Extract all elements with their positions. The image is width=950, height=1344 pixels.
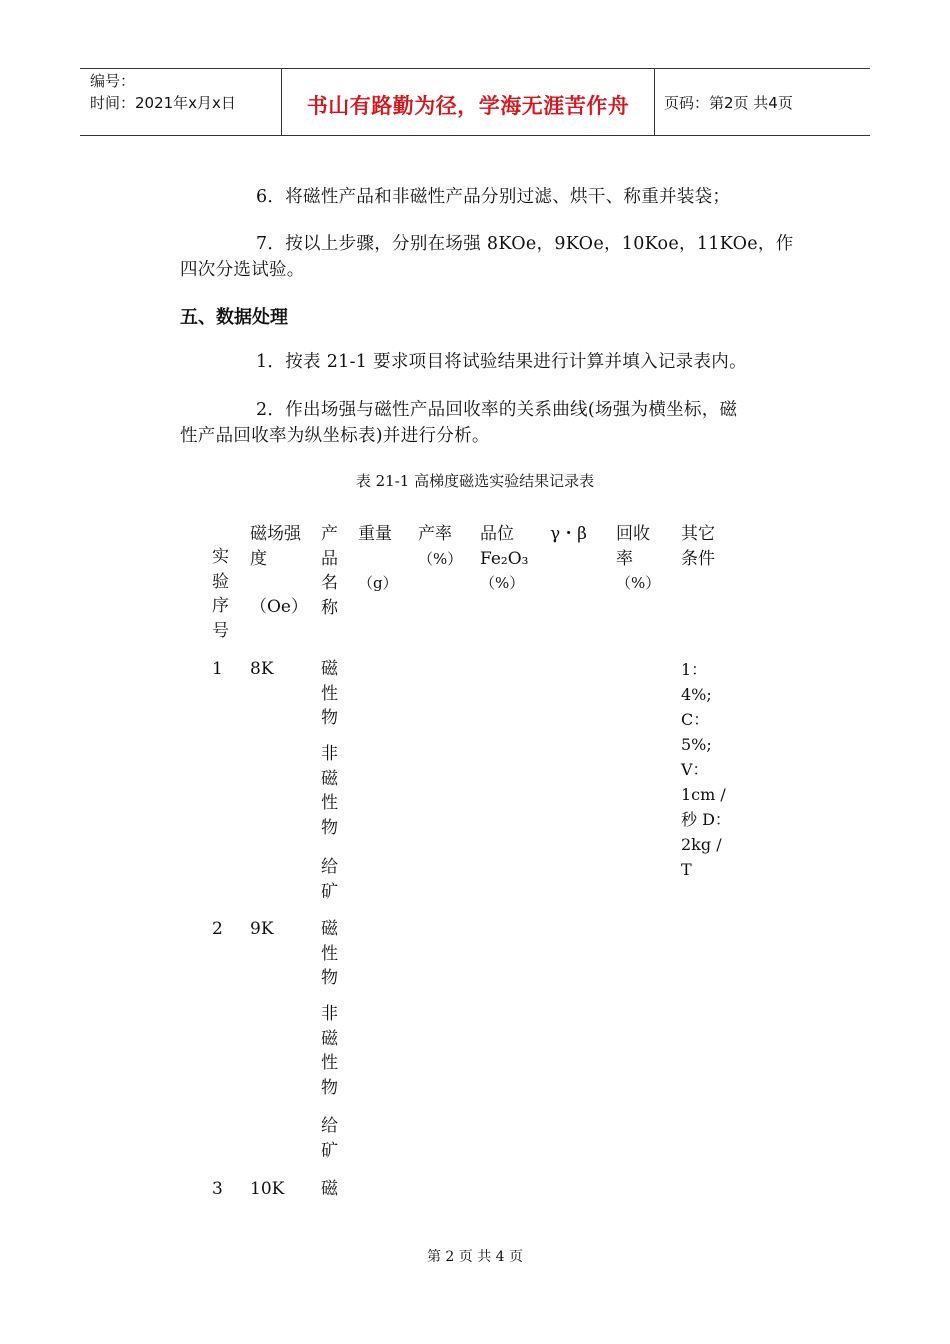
row-2-feed-char: 矿: [321, 1140, 338, 1161]
section-heading: 五、数据处理: [180, 307, 288, 328]
header-grade-formula: Fe₂O₃: [480, 548, 529, 569]
row-1-feed-char: 矿: [321, 881, 338, 902]
header-meta: [90, 70, 236, 114]
row-3-magnetic-char: 磁: [321, 1179, 338, 1199]
item-2-line-2: 性产品回收率为纵坐标表)并进行分析。: [180, 426, 490, 446]
header-yield-unit: （%）: [418, 549, 463, 568]
row-1-nonmagnetic: [321, 742, 338, 840]
document-number: 编号：: [90, 72, 136, 90]
header-other-line2: 条件: [681, 548, 715, 569]
row-2-feed: [321, 1114, 338, 1163]
row-3-magnetic: [321, 1177, 338, 1202]
row-1-seq: 1: [212, 659, 223, 679]
header-field-strength: [250, 522, 308, 620]
row-1-magnetic: [321, 657, 338, 731]
header-field-unit: （Oe）: [250, 597, 308, 617]
page-footer: 第 2 页 共 4 页: [426, 1249, 524, 1265]
header-weight-label: 重量: [358, 524, 392, 544]
row-1-nonmagnetic-char: 性: [321, 793, 338, 813]
header-other: [681, 522, 715, 571]
header-recovery-line1: 回收: [616, 524, 650, 544]
condition-line: C：: [681, 710, 710, 729]
header-seq: [212, 545, 229, 643]
header-grade-label: 品位: [480, 524, 514, 544]
condition-line: V：: [681, 760, 709, 779]
header-product-char: 称: [321, 597, 338, 618]
row-2-feed-char: 给: [321, 1116, 338, 1136]
condition-line: 5%;: [681, 735, 712, 754]
row-1-feed-char: 给: [321, 857, 338, 877]
condition-line: 秒 D：: [681, 810, 731, 829]
row-2-magnetic-char: 性: [321, 943, 338, 964]
row-1-field: 8K: [250, 659, 274, 679]
condition-line: 1cm /: [681, 785, 726, 804]
header-product-char: 产: [321, 524, 338, 544]
header-seq-char: 验: [212, 571, 229, 592]
row-1-feed: [321, 855, 338, 904]
step-6: 6．将磁性产品和非磁性产品分别过滤、烘干、称重并装袋；: [256, 187, 731, 207]
header-top-rule: [80, 68, 870, 69]
row-2-seq: 2: [212, 919, 223, 939]
row-1-nonmagnetic-char: 非: [321, 744, 338, 764]
header-recovery-line2: 率: [616, 548, 633, 569]
row-1-magnetic-char: 性: [321, 683, 338, 704]
row-1-magnetic-char: 磁: [321, 659, 338, 679]
item-1: 1．按表 21-1 要求项目将试验结果进行计算并填入记录表内。: [256, 352, 747, 372]
row-2-nonmagnetic-char: 磁: [321, 1028, 338, 1049]
header-motto: 书山有路勤为径，学海无涯苦作舟: [306, 94, 630, 118]
header-field-line1: 磁场强: [250, 524, 301, 544]
row-2-magnetic-char: 磁: [321, 919, 338, 939]
row-3-seq: 3: [212, 1179, 223, 1199]
row-2-nonmagnetic-char: 性: [321, 1053, 338, 1073]
row-1-magnetic-char: 物: [321, 708, 338, 728]
item-2-line-1: 2．作出场强与磁性产品回收率的关系曲线(场强为横坐标，磁: [256, 400, 738, 420]
header-yield-label: 产率: [418, 524, 452, 544]
row-1-nonmagnetic-char: 物: [321, 817, 338, 838]
header-product-char: 品: [321, 548, 338, 569]
row-2-nonmagnetic-char: 物: [321, 1077, 338, 1098]
step-7-line-1: 7．按以上步骤，分别在场强 8KOe，9KOe，10Koe，11KOe，作: [256, 234, 794, 254]
header-recovery: [616, 522, 660, 596]
header-product-char: 名: [321, 573, 338, 593]
header-weight-unit: （g）: [358, 573, 398, 592]
condition-line: 4%;: [681, 685, 712, 704]
row-2-field: 9K: [250, 919, 274, 939]
header-seq-char: 号: [212, 620, 229, 641]
header-gamma-beta: γ・β: [550, 524, 587, 544]
header-recovery-unit: （%）: [616, 574, 661, 592]
header-divider-2: [654, 68, 655, 136]
header-page-number: 页码：第2页 共4页: [664, 94, 793, 112]
header-field-line2: 度: [250, 548, 267, 569]
row-1-conditions: [681, 657, 731, 882]
row-2-magnetic: [321, 917, 338, 991]
row-2-nonmagnetic: [321, 1002, 338, 1100]
header-weight: [358, 522, 398, 595]
condition-line: T: [681, 860, 692, 879]
step-7-line-2: 四次分选试验。: [180, 260, 305, 280]
document-time: 时间：2021年x月x日: [90, 94, 236, 112]
row-3-field: 10K: [250, 1179, 285, 1199]
condition-line: 2kg /: [681, 835, 722, 854]
header-other-line1: 其它: [681, 524, 715, 544]
row-2-nonmagnetic-char: 非: [321, 1004, 338, 1024]
header-grade-unit: （%）: [480, 574, 525, 592]
row-1-nonmagnetic-char: 磁: [321, 768, 338, 789]
row-2-magnetic-char: 物: [321, 968, 338, 988]
header-grade: [480, 522, 529, 596]
header-bottom-rule: [80, 135, 870, 136]
condition-line: 1：: [681, 660, 708, 679]
header-yield: [418, 522, 462, 571]
header-seq-char: 序: [212, 596, 229, 616]
header-product: [321, 522, 338, 620]
table-caption: 表 21-1 高梯度磁选实验结果记录表: [355, 472, 595, 490]
header-seq-char: 实: [212, 547, 229, 567]
